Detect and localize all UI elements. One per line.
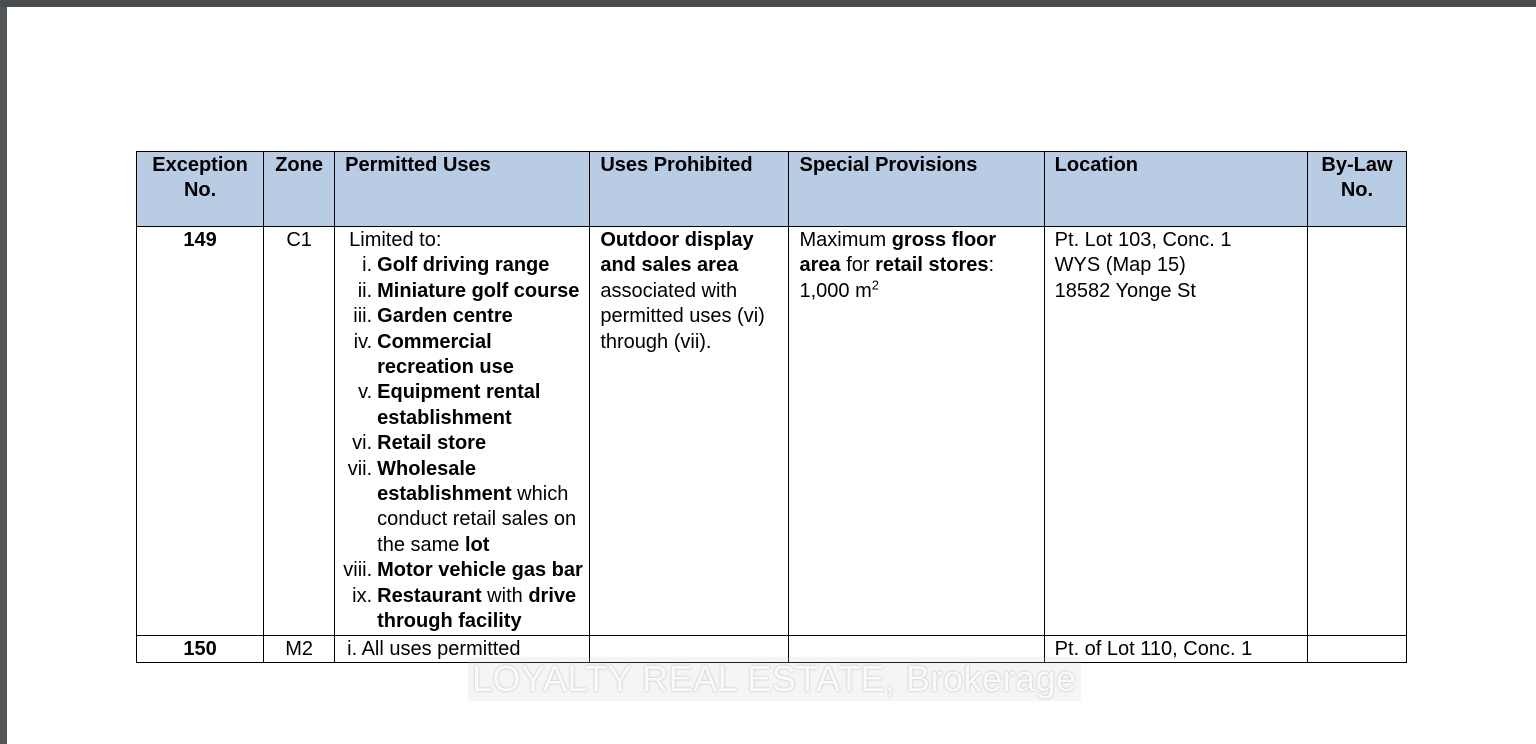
zoning-exceptions-table: [136, 151, 1407, 663]
zone-code: C1: [264, 227, 335, 636]
list-item: iii. Garden centre: [353, 305, 513, 328]
header-permitted-uses: Permitted Uses: [335, 152, 590, 227]
header-uses-prohibited: Uses Prohibited: [590, 152, 789, 227]
zone-code: M2: [264, 635, 335, 662]
location-cell: [1044, 227, 1307, 636]
header-location: Location: [1044, 152, 1307, 227]
uses-prohibited-cell: [590, 227, 789, 636]
table-header-row: [137, 152, 1407, 227]
location-line: WYS (Map 15): [1054, 254, 1186, 277]
list-item: viii. Motor vehicle gas bar: [343, 559, 583, 582]
bylaw-cell: [1307, 227, 1406, 636]
exception-number: 149: [137, 227, 264, 636]
table-row: [137, 227, 1407, 636]
list-item: ii. Miniature golf course: [357, 279, 580, 302]
list-item: v. Equipment rental establishment: [358, 381, 541, 429]
header-exception-no: Exception No.: [137, 152, 264, 227]
permitted-uses-list: [341, 253, 583, 634]
list-item: ix. Restaurant with drive through facility: [352, 584, 577, 633]
header-special-provisions: Special Provisions: [789, 152, 1044, 227]
list-item: iv. Commercial recreation use: [353, 330, 514, 379]
prohibited-term: Outdoor display and sales area: [600, 229, 754, 277]
list-item: vi. Retail store: [352, 432, 487, 455]
gfa-value: 1,000 m: [799, 279, 872, 302]
location-line: 18582 Yonge St: [1054, 279, 1196, 302]
brokerage-watermark: LOYALTY REAL ESTATE, Brokerage: [468, 657, 1081, 701]
special-provisions-cell: Maximum gross floor area for retail stores: 1,000 $m^2$: [789, 227, 1044, 636]
document-page: [7, 7, 1536, 744]
permitted-uses-cell: i. All uses permitted: [335, 635, 590, 662]
list-item: vii. Wholesale establishment which conduct retail sales on the same lot: [347, 457, 577, 556]
permitted-uses-intro: Limited to:: [349, 229, 442, 251]
header-zone: Zone: [264, 152, 335, 227]
list-item: i. Golf driving range: [362, 254, 550, 277]
prohibited-text: associated with permitted uses (vi) through (vii).: [600, 279, 765, 353]
permitted-uses-cell: [335, 227, 590, 636]
viewer-top-bar: [0, 0, 1536, 7]
location-cell: Pt. of Lot 110, Conc. 1: [1044, 635, 1307, 662]
bylaw-cell: [1307, 635, 1406, 662]
header-bylaw-no: By-Law No.: [1307, 152, 1406, 227]
location-line: Pt. Lot 103, Conc. 1: [1054, 229, 1232, 251]
exception-number: 150: [137, 635, 264, 662]
